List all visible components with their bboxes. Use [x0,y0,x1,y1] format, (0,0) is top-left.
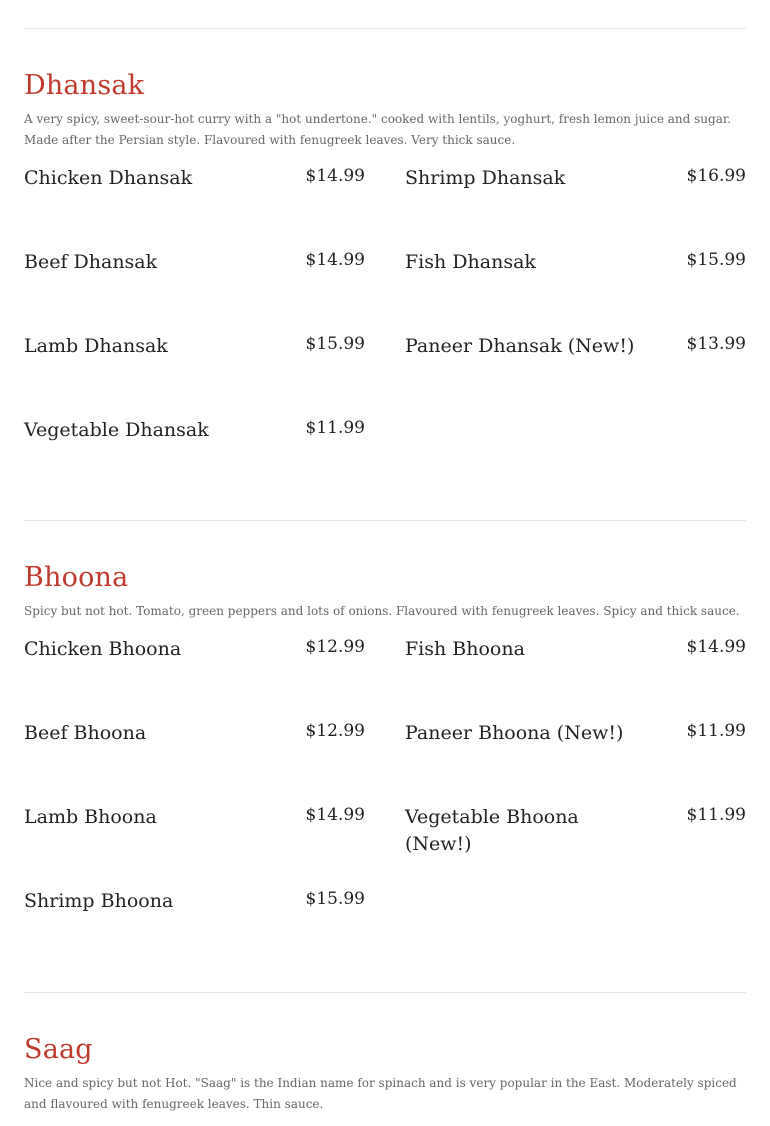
menu-item-name: Fish Dhansak [405,251,536,273]
menu-item-name: Lamb Bhoona [24,806,157,828]
menu-item-price: $14.99 [305,250,365,270]
menu-section-bhoona [24,564,746,972]
menu-item-price: $15.99 [686,250,746,270]
menu-item [24,165,365,249]
menu-item [405,165,746,249]
divider [24,520,746,521]
menu-item-name: Paneer Bhoona (New!) [405,722,624,744]
menu-item-price: $12.99 [305,637,365,657]
menu-item [405,333,746,417]
menu-item-price: $16.99 [686,166,746,186]
menu-item-name: Fish Bhoona [405,638,525,660]
menu-item-name: Shrimp Dhansak [405,167,566,189]
menu-item [24,417,365,501]
menu-item [24,333,365,417]
menu-item-price: $15.99 [305,334,365,354]
menu-items-grid [24,165,746,501]
menu-item-price: $11.99 [305,418,365,438]
section-title: Bhoona [24,562,129,593]
menu-item [24,804,365,888]
menu-item-price: $11.99 [686,805,746,825]
menu-item [405,720,746,804]
menu-item-name: Beef Dhansak [24,251,158,273]
divider [24,992,746,993]
menu-item-name: Lamb Dhansak [24,335,168,357]
menu-item [405,249,746,333]
menu-item [24,249,365,333]
section-description: A very spicy, sweet-sour-hot curry with a "hot undertone." cooked with lentils, yoghurt, fresh lemon juice and sugar. Made after the Persian style. Flavoured with fenugreek leaves. Very thick sauce. [24,112,732,147]
menu-item-name: Shrimp Bhoona [24,890,174,912]
menu-item-price: $11.99 [686,721,746,741]
menu-item-name: Paneer Dhansak (New!) [405,335,635,357]
section-description: Nice and spicy but not Hot. "Saag" is the Indian name for spinach and is very popular in the East. Moderately spiced and flavoured with fenugreek leaves. Thin sauce. [24,1076,737,1111]
menu-item-price: $14.99 [305,166,365,186]
section-title: Dhansak [24,70,145,101]
divider [24,28,746,29]
section-description: Spicy but not hot. Tomato, green peppers and lots of onions. Flavoured with fenugreek leaves. Spicy and thick sauce. [24,604,740,618]
menu-section-dhansak [24,72,746,501]
menu-item-price: $13.99 [686,334,746,354]
menu-item [24,720,365,804]
menu-items-grid [24,636,746,972]
menu-item-name: Chicken Bhoona [24,638,182,660]
menu-item-name: Vegetable Bhoona (New!) [405,806,579,855]
menu-item [405,804,746,888]
menu-item [405,636,746,720]
menu-item [24,636,365,720]
section-title: Saag [24,1034,93,1065]
menu-item-name: Beef Bhoona [24,722,147,744]
menu-section-saag [24,1036,746,1115]
menu-item-price: $14.99 [686,637,746,657]
menu-item-price: $15.99 [305,889,365,909]
menu-item-price: $14.99 [305,805,365,825]
menu-item-price: $12.99 [305,721,365,741]
menu-item-name: Vegetable Dhansak [24,419,209,441]
menu-item [24,888,365,972]
menu-item-name: Chicken Dhansak [24,167,193,189]
